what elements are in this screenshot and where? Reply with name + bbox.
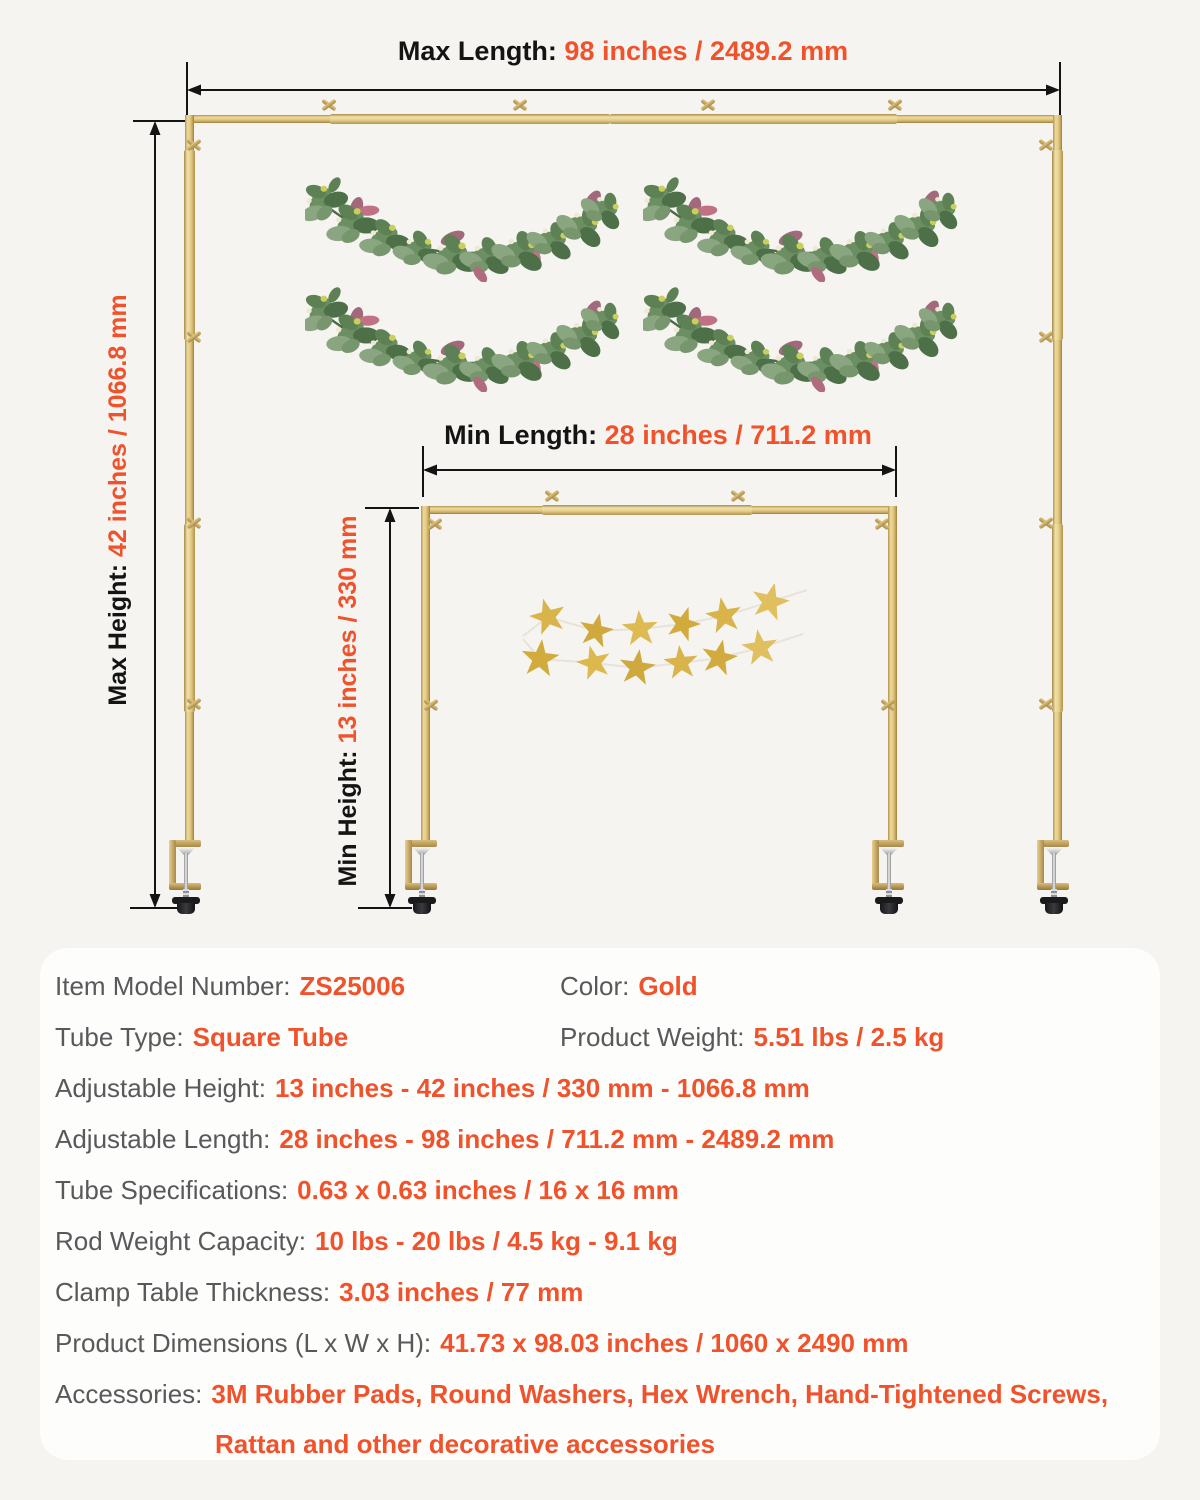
spec-item-model	[55, 961, 560, 1012]
spec-label: Color:	[560, 971, 630, 1001]
spec-label: Item Model Number:	[55, 971, 291, 1001]
table-clamp	[405, 840, 445, 914]
spec-value: 13 inches - 42 inches / 330 mm - 1066.8 mm	[275, 1073, 810, 1103]
wing-screw-icon	[1038, 138, 1054, 152]
spec-adjustable-length	[40, 1114, 1160, 1165]
wing-screw-icon	[880, 698, 896, 712]
wing-screw-icon	[186, 697, 202, 711]
min-height-label	[334, 511, 368, 891]
eucalyptus-garland	[305, 282, 620, 392]
spec-row	[40, 1012, 1160, 1063]
table-clamp	[169, 840, 209, 914]
spec-value: 3M Rubber Pads, Round Washers, Hex Wrench, Hand-Tightened Screws,	[211, 1379, 1109, 1409]
eucalyptus-garland	[643, 172, 958, 282]
frame-left-leg-sleeve	[184, 150, 195, 340]
wing-screw-icon	[186, 138, 202, 152]
wing-screw-icon	[1038, 330, 1054, 344]
wing-screw-icon	[427, 517, 443, 531]
spec-label: Adjustable Height:	[55, 1073, 267, 1103]
frame-top-bar-sleeve	[610, 114, 897, 124]
spec-product-dimensions	[40, 1318, 1160, 1369]
spec-label: Tube Type:	[55, 1022, 184, 1052]
min-height-value: 13 inches / 330 mm	[334, 515, 362, 744]
spec-rod-weight-capacity	[40, 1216, 1160, 1267]
spec-accessories-line2	[40, 1420, 1160, 1468]
frame-right-leg-sleeve	[1052, 150, 1063, 340]
max-length-value: 98 inches / 2489.2 mm	[564, 36, 849, 66]
spec-label: Clamp Table Thickness:	[55, 1277, 331, 1307]
min-height-caption: Min Height:	[334, 750, 362, 887]
max-height-caption: Max Height:	[104, 563, 132, 706]
spec-label: Rod Weight Capacity:	[55, 1226, 306, 1256]
eucalyptus-garland	[305, 172, 620, 282]
spec-clamp-table-thickness	[40, 1267, 1160, 1318]
frame-right-leg-sleeve	[1052, 524, 1063, 712]
spec-value: Gold	[638, 971, 698, 1001]
spec-tube-specifications	[40, 1165, 1160, 1216]
star-garland	[505, 584, 825, 704]
max-height-label	[104, 270, 138, 730]
spec-value: 28 inches - 98 inches / 711.2 mm - 2489.2 mm	[279, 1124, 835, 1154]
frame-top-bar-sleeve	[542, 505, 752, 515]
spec-value: 5.51 lbs / 2.5 kg	[753, 1022, 945, 1052]
spec-tube-type	[55, 1012, 560, 1063]
spec-product-weight	[560, 1012, 1160, 1063]
spec-value: Square Tube	[192, 1022, 349, 1052]
spec-color	[560, 961, 1160, 1012]
spec-label: Tube Specifications:	[55, 1175, 289, 1205]
eucalyptus-garland	[643, 282, 958, 392]
frame-left-leg	[421, 506, 430, 840]
spec-label: Product Weight:	[560, 1022, 745, 1052]
wing-screw-icon	[321, 98, 337, 112]
wing-screw-icon	[1038, 697, 1054, 711]
wing-screw-icon	[186, 516, 202, 530]
frame-right-leg	[888, 506, 897, 840]
spec-label: Adjustable Length:	[55, 1124, 271, 1154]
max-height-value: 42 inches / 1066.8 mm	[104, 294, 132, 558]
spec-panel	[40, 948, 1160, 1460]
spec-adjustable-height	[40, 1063, 1160, 1114]
spec-label: Accessories:	[55, 1379, 203, 1409]
spec-label: Product Dimensions (L x W x H):	[55, 1328, 432, 1358]
spec-row	[40, 961, 1160, 1012]
wing-screw-icon	[512, 98, 528, 112]
max-length-caption: Max Length:	[397, 36, 557, 66]
frame-left-leg-sleeve	[184, 524, 195, 712]
wing-screw-icon	[544, 489, 560, 503]
spec-value: 41.73 x 98.03 inches / 1060 x 2490 mm	[440, 1328, 909, 1358]
table-clamp	[1037, 840, 1077, 914]
spec-value: Rattan and other decorative accessories	[215, 1429, 715, 1459]
spec-value: ZS25006	[299, 971, 406, 1001]
spec-accessories	[40, 1369, 1160, 1420]
wing-screw-icon	[700, 98, 716, 112]
max-length-label	[323, 36, 923, 67]
wing-screw-icon	[730, 489, 746, 503]
wing-screw-icon	[887, 98, 903, 112]
min-length-caption: Min Length:	[444, 420, 598, 450]
wing-screw-icon	[186, 330, 202, 344]
spec-value: 10 lbs - 20 lbs / 4.5 kg - 9.1 kg	[314, 1226, 678, 1256]
spec-value: 3.03 inches / 77 mm	[339, 1277, 584, 1307]
min-length-label	[358, 420, 958, 451]
table-clamp	[872, 840, 912, 914]
wing-screw-icon	[874, 517, 890, 531]
min-length-value: 28 inches / 711.2 mm	[604, 420, 872, 450]
frame-top-bar-sleeve	[330, 114, 610, 124]
wing-screw-icon	[1038, 516, 1054, 530]
spec-value: 0.63 x 0.63 inches / 16 x 16 mm	[297, 1175, 679, 1205]
wing-screw-icon	[423, 698, 439, 712]
